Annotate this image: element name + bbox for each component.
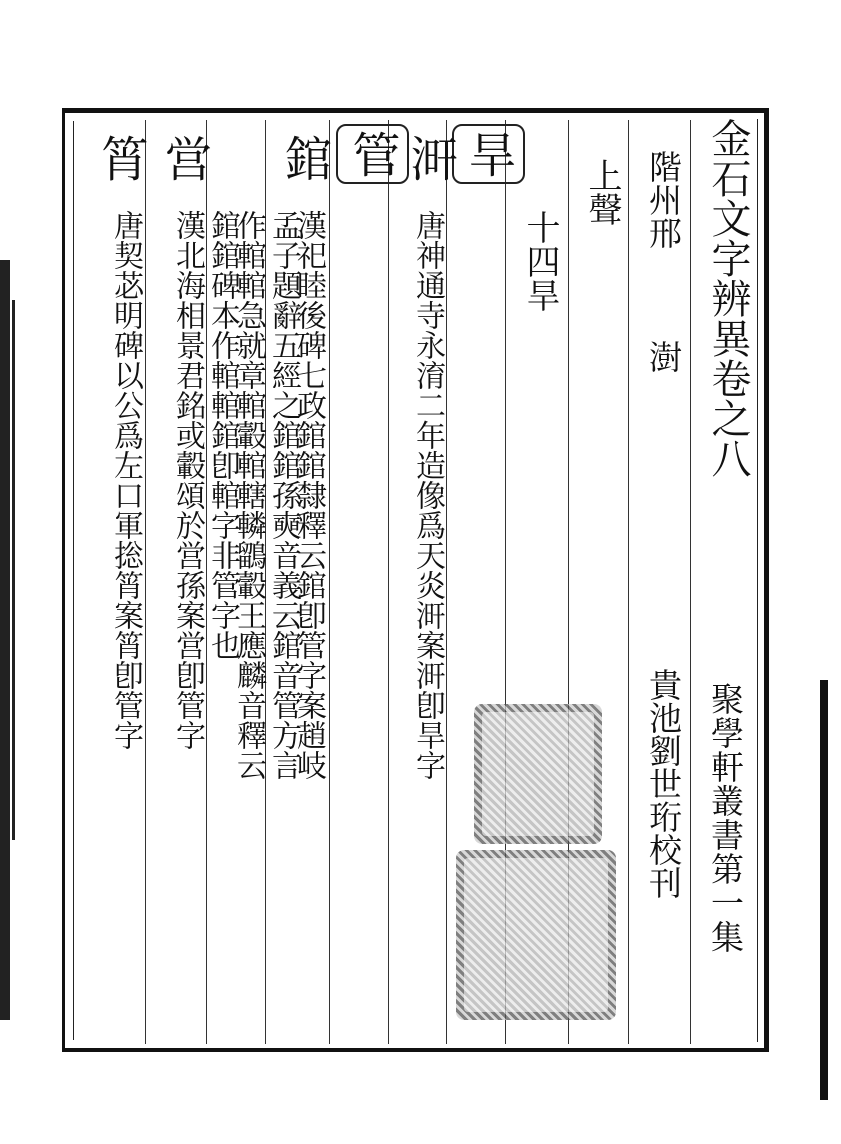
entry-text-錧: 孟子題辭五經之錧錧孫奭音義云錧音管方言 <box>266 210 301 780</box>
author-name: 澍 <box>644 340 683 373</box>
proofreader: 貴池劉世珩校刊 <box>644 668 683 899</box>
column-rule <box>690 120 691 1044</box>
entry-text-管: 漢祀睦後碑七政錧錧隸釋云錧卽管字案趙岐 <box>291 210 326 780</box>
book-title: 金石文字辨異卷之八 <box>705 118 751 478</box>
collector-seal-upper <box>474 704 602 844</box>
entry-text-旱: 唐神通寺永淯二年造像爲天炎涆案涆卽旱字 <box>410 210 445 780</box>
column-rule <box>388 120 389 1044</box>
column-rule <box>329 120 330 1044</box>
tone-heading: 上聲 <box>582 158 622 226</box>
prefecture: 階州邢 <box>644 150 683 249</box>
series-title: 聚學軒叢書第一集 <box>706 682 745 954</box>
left-edge-binding-marks <box>12 300 63 840</box>
right-edge-binding <box>820 680 828 1100</box>
column-rule <box>628 120 629 1044</box>
column-rule <box>145 120 146 1044</box>
entry-head-筲: 筲 <box>92 134 148 182</box>
entry-text-continued-1: 作輨輨急就章輨轂輨轄轔鶹轂王應麟音釋云 <box>231 210 266 780</box>
entry-text-continued-2: 錧錧碑本作輨輨錧卽輨字非管字也 <box>205 210 240 660</box>
entry-text-筲: 唐契苾明碑以公爲左口軍捴筲案筲卽管字 <box>108 210 143 750</box>
left-edge-binding <box>0 260 10 1020</box>
entry-head-旱: 旱 <box>452 124 525 184</box>
entry-head-営: 営 <box>156 134 212 182</box>
entry-text-営: 漢北海相景君銘或轂頌於営孫案営卽管字 <box>170 210 205 750</box>
entry-head-管: 管 <box>336 124 409 184</box>
collector-seal-lower <box>456 850 616 1020</box>
entry-head-涆: 涆 <box>402 134 458 182</box>
entry-head-錧: 錧 <box>276 134 332 182</box>
column-rule <box>446 120 447 1044</box>
rhyme-group: 十四旱 <box>520 210 560 312</box>
